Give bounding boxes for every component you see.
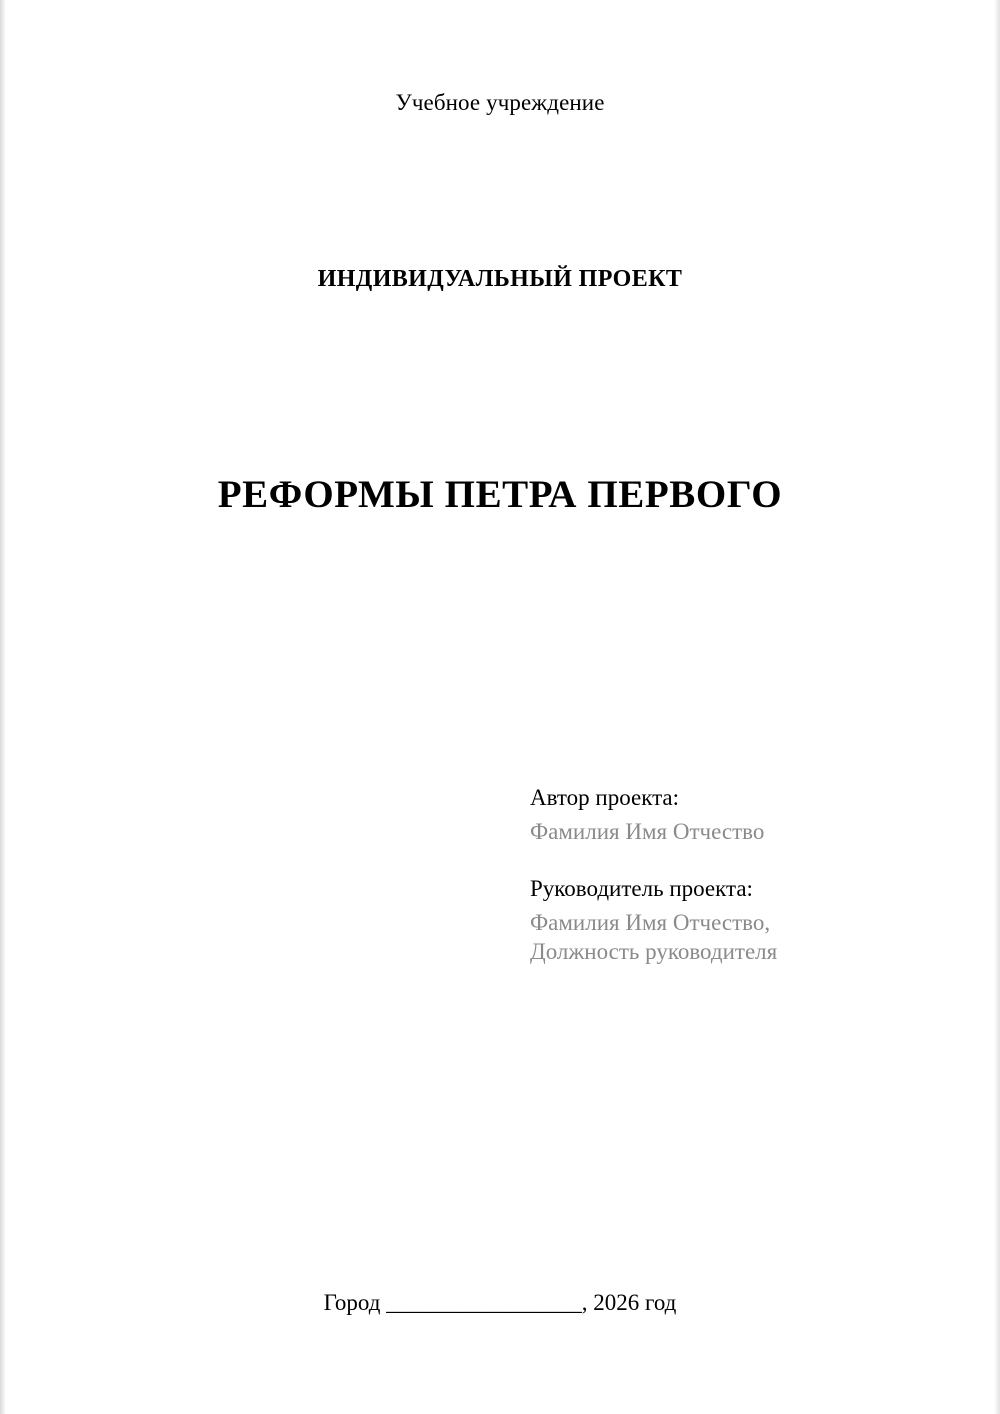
institution-name: Учебное учреждение [395,90,605,115]
author-value: Фамилия Имя Отчество [530,819,765,844]
document-type: ИНДИВИДУАЛЬНЫЙ ПРОЕКТ [317,266,683,292]
supervisor-block [530,877,920,963]
supervisor-label: Руководитель проекта: [530,876,753,901]
supervisor-name-value: Фамилия Имя Отчество, [530,910,771,935]
author-label: Автор проекта: [530,785,679,810]
page-footer [0,1290,1000,1316]
supervisor-position-value: Должность руководителя [530,939,778,964]
page-title: РЕФОРМЫ ПЕТРА ПЕРВОГО [217,473,783,517]
author-block [530,786,920,843]
credits-block [530,786,920,963]
city-and-year: Город _________________, 2026 год [323,1290,677,1315]
